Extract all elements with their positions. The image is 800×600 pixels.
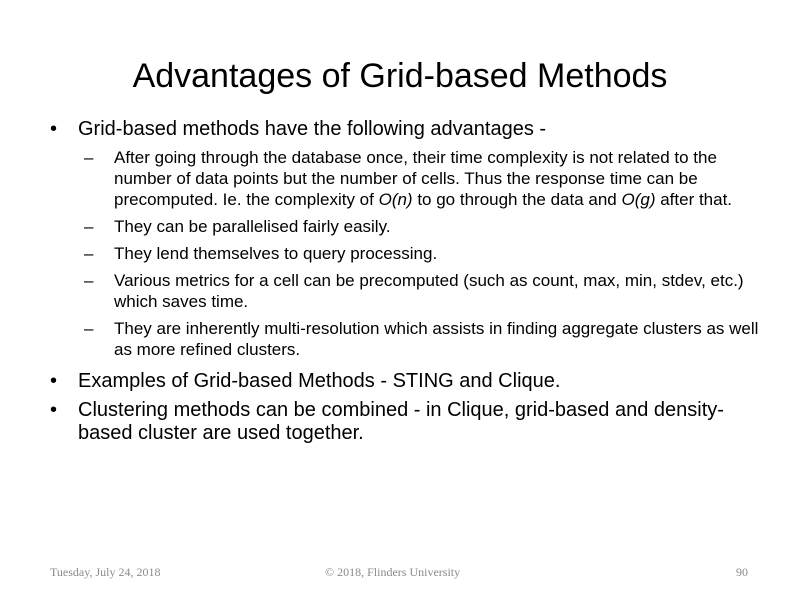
subbullet-query: – They lend themselves to query processing.: [48, 243, 768, 264]
footer-copyright: © 2018, Flinders University: [325, 565, 461, 579]
subbullet-complexity: [48, 147, 768, 210]
subbullet-complexity-text-3: after that.: [655, 190, 733, 209]
subbullet-complexity-text-1: After going through the database once, their time complexity is not related to the number of data points but the number of cells. Thus the response time can be precomputed. Ie. the complexity of: [114, 148, 717, 209]
footer-date: Tuesday, July 24, 2018: [50, 565, 161, 579]
complexity-o-g: O(g): [621, 190, 656, 209]
slide-content: [48, 118, 768, 451]
slide-title: Advantages of Grid-based Methods: [132, 57, 668, 95]
bullet-advantages: • Grid-based methods have the following advantages -: [48, 118, 768, 141]
bullet-examples: • Examples of Grid-based Methods - STING and Clique.: [48, 370, 768, 393]
bullet-combined: • Clustering methods can be combined - in Clique, grid-based and density-based cluster are used together.: [48, 399, 768, 445]
subbullet-complexity-text-2: to go through the data and: [412, 190, 622, 209]
subbullet-parallel: – They can be parallelised fairly easily.: [48, 216, 768, 237]
subbullet-multiresolution: – They are inherently multi-resolution which assists in finding aggregate clusters as well as more refined clusters.: [48, 318, 768, 360]
footer-page-number: 90: [736, 565, 748, 579]
subbullet-metrics: – Various metrics for a cell can be precomputed (such as count, max, min, stdev, etc.) which saves time.: [48, 270, 768, 312]
complexity-o-n: O(n): [378, 190, 413, 209]
advantages-sublist: [48, 147, 768, 360]
